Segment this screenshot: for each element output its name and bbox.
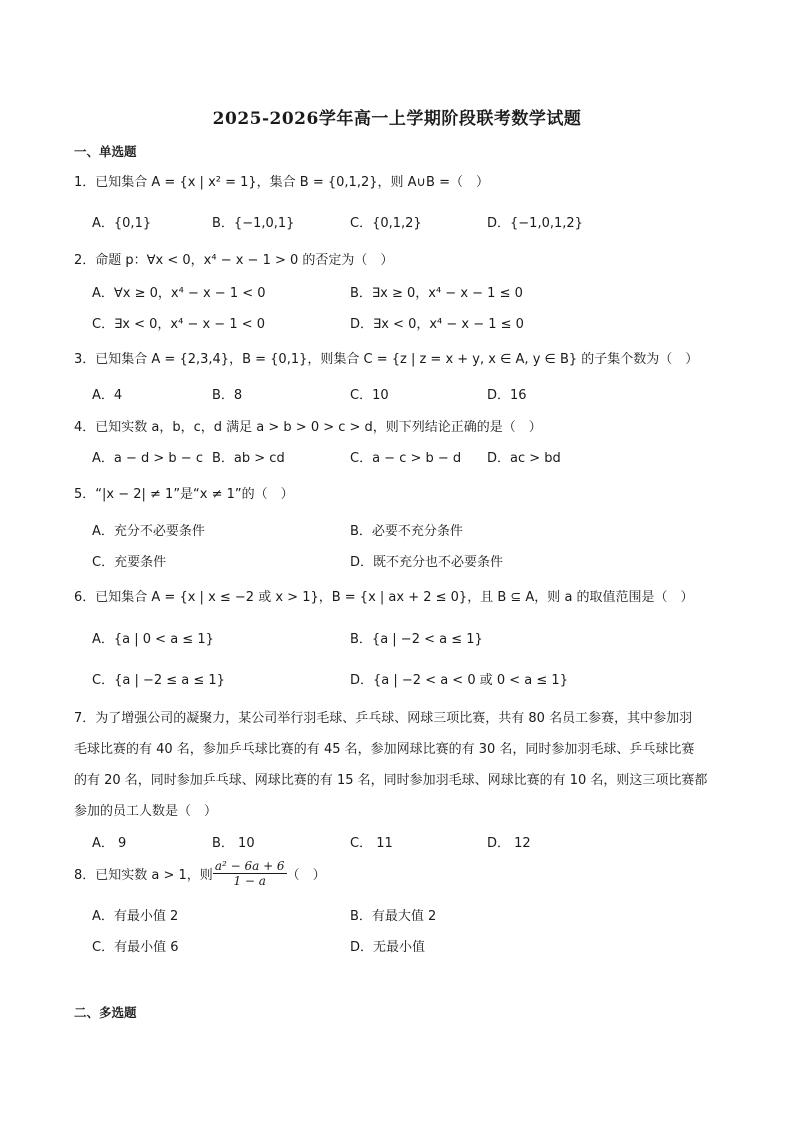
question-1-option-a: A．{0,1} — [92, 216, 152, 231]
question-5-option-c: C．充要条件 — [92, 555, 167, 570]
question-7-stem-line-1: 7．为了增强公司的凝聚力，某公司举行羽毛球、乒乓球、网球三项比赛，共有 80 名员工参赛，其中参加羽 — [74, 711, 693, 726]
question-7-option-d: D． 12 — [487, 836, 531, 851]
question-2-option-d: D．∃x < 0，x⁴ − x − 1 ≤ 0 — [350, 317, 524, 332]
question-6-stem: 6．已知集合 A = {x | x ≤ −2 或 x > 1}，B = {x | ax + 2 ≤ 0}，且 B ⊆ A，则 a 的取值范围是（ ） — [74, 590, 694, 605]
question-1-stem: 1．已知集合 A = {x | x² = 1}，集合 B = {0,1,2}，则 A∪B =（ ） — [74, 175, 489, 190]
question-8-stem — [74, 859, 326, 888]
question-5-option-b: B．必要不充分条件 — [350, 524, 463, 539]
question-6-option-b: B．{a | −2 < a ≤ 1} — [350, 632, 483, 647]
question-7-option-c: C． 11 — [350, 836, 393, 851]
question-8-option-b: B．有最大值 2 — [350, 909, 437, 924]
question-8-option-d: D．无最小值 — [350, 940, 426, 955]
question-8-option-a: A．有最小值 2 — [92, 909, 179, 924]
section-heading-multiple-choice: 二、多选题 — [74, 1005, 137, 1020]
question-3-option-d: D．16 — [487, 388, 527, 403]
question-4-stem: 4．已知实数 a，b，c，d 满足 a > b > 0 > c > d，则下列结论正确的是（ ） — [74, 420, 542, 435]
question-4-option-a: A．a − d > b − c — [92, 451, 203, 466]
question-4-option-d: D．ac > bd — [487, 451, 561, 466]
question-7-stem-line-2: 毛球比赛的有 40 名，参加乒乓球比赛的有 45 名，参加网球比赛的有 30 名，同时参加羽毛球、乒乓球比赛 — [74, 742, 695, 757]
question-1-option-b: B．{−1,0,1} — [212, 216, 295, 231]
question-5-option-a: A．充分不必要条件 — [92, 524, 205, 539]
question-6-option-d: D．{a | −2 < a < 0 或 0 < a ≤ 1} — [350, 673, 568, 688]
question-5-option-d: D．既不充分也不必要条件 — [350, 555, 504, 570]
question-8-fraction-denominator: 1 − a — [233, 874, 266, 888]
question-2-option-b: B．∃x ≥ 0，x⁴ − x − 1 ≤ 0 — [350, 286, 523, 301]
question-7-stem-line-3: 的有 20 名，同时参加乒乓球、网球比赛的有 15 名，同时参加羽毛球、网球比赛的有 10 名，则这三项比赛都 — [74, 773, 708, 788]
question-7-stem-line-4: 参加的员工人数是（ ） — [74, 804, 218, 819]
question-7-option-a: A． 9 — [92, 836, 127, 851]
question-7-option-b: B． 10 — [212, 836, 255, 851]
question-5-stem: 5．“|x − 2| ≠ 1”是“x ≠ 1”的（ ） — [74, 487, 294, 502]
section-heading-single-choice: 一、单选题 — [74, 144, 137, 159]
question-8-stem-prefix: 8．已知实数 a > 1，则 — [74, 868, 213, 883]
question-8-fraction — [213, 859, 287, 888]
question-8-option-c: C．有最小值 6 — [92, 940, 179, 955]
question-1-option-c: C．{0,1,2} — [350, 216, 422, 231]
question-6-option-c: C．{a | −2 ≤ a ≤ 1} — [92, 673, 225, 688]
question-8-stem-suffix: （ ） — [286, 868, 326, 883]
question-3-option-b: B．8 — [212, 388, 243, 403]
question-4-option-c: C．a − c > b − d — [350, 451, 462, 466]
question-3-option-c: C．10 — [350, 388, 389, 403]
question-2-stem: 2．命题 p：∀x < 0，x⁴ − x − 1 > 0 的否定为（ ） — [74, 253, 394, 268]
question-2-option-c: C．∃x < 0，x⁴ − x − 1 < 0 — [92, 317, 266, 332]
question-1-option-d: D．{−1,0,1,2} — [487, 216, 583, 231]
question-2-option-a: A．∀x ≥ 0，x⁴ − x − 1 < 0 — [92, 286, 266, 301]
question-8-fraction-numerator: a² − 6a + 6 — [214, 859, 285, 873]
question-3-option-a: A．4 — [92, 388, 123, 403]
question-4-option-b: B．ab > cd — [212, 451, 285, 466]
question-6-option-a: A．{a | 0 < a ≤ 1} — [92, 632, 214, 647]
question-3-stem: 3．已知集合 A = {2,3,4}，B = {0,1}，则集合 C = {z | z = x + y, x ∈ A, y ∈ B} 的子集个数为（ ） — [74, 352, 699, 367]
page-title: 2025-2026学年高一上学期阶段联考数学试题 — [212, 109, 582, 129]
